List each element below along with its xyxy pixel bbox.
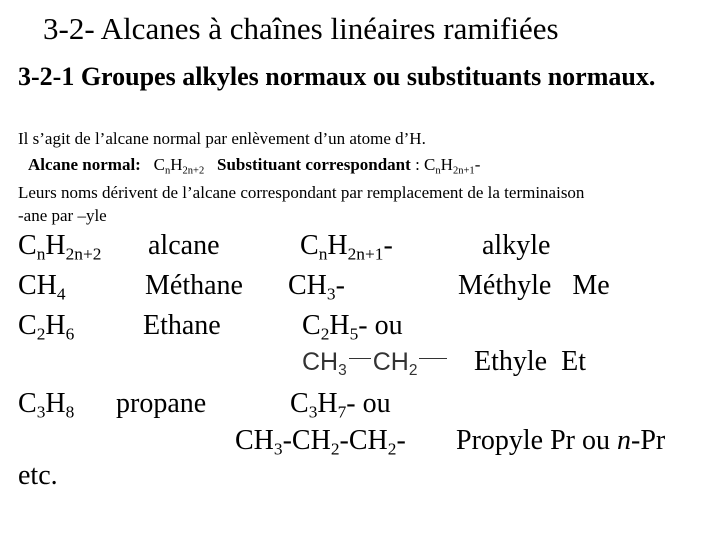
- alcane-normal-label: Alcane normal:: [28, 155, 141, 174]
- ethane-formula: $C_2H_6$: [18, 310, 75, 344]
- ethyl-formula: $C_2H_5-$ ou: [302, 310, 403, 344]
- ethyl-name: Ethyle Et: [474, 346, 586, 377]
- propane-name: propane: [116, 388, 207, 419]
- intro-line-2: Alcane normal: $C_nH_{2n+2}$ Substituant correspondant : $C_nH_{2n+1}-$: [28, 155, 481, 177]
- propyl-chain-formula: $CH_3-CH_2-CH_2-$: [235, 425, 406, 459]
- single-bond: [349, 358, 371, 359]
- propyl-name: Propyle Pr ou n-Pr: [456, 425, 666, 456]
- section-subtitle: 3-2-1 Groupes alkyles normaux ou substituants normaux.: [18, 62, 656, 91]
- ethane-name: Ethane: [143, 310, 221, 341]
- intro-line-3: Leurs noms dérivent de l’alcane correspondant par remplacement de la terminaison: [18, 183, 585, 202]
- header-alkyle: alkyle: [482, 230, 551, 261]
- substituant-label: Substituant correspondant: [216, 155, 411, 174]
- methyl-formula: $CH_3-$: [288, 270, 345, 304]
- propane-formula: $C_3H_8$: [18, 388, 75, 422]
- header-alcane: alcane: [148, 230, 220, 261]
- open-bond: [419, 358, 447, 359]
- etc-label: etc.: [18, 460, 58, 491]
- intro-line-4: -ane par –yle: [18, 206, 107, 225]
- methane-name: Méthane: [145, 270, 243, 301]
- ethyl-abbr: Et: [561, 346, 586, 377]
- methyl-name: Méthyle Me: [458, 270, 610, 301]
- intro-line-1: Il s’agit de l’alcane normal par enlèvement d’un atome d’H.: [18, 129, 426, 148]
- methyl-abbr: Me: [572, 270, 610, 301]
- slide-title: 3-2- Alcanes à chaînes linéaires ramifiées: [43, 11, 559, 46]
- methane-formula: $CH_4$: [18, 270, 66, 304]
- ethyl-structural-formula: $CH_3$ $CH_2$: [302, 348, 449, 377]
- alkane-formula: $C_nH_{2n+2}$: [153, 155, 205, 177]
- general-alkyl-formula: $C_nH_{2n+1}-$: [300, 230, 393, 264]
- propyl-formula: $C_3H_7-$ ou: [290, 388, 391, 422]
- general-alkane-formula: $C_nH_{2n+2}$: [18, 230, 102, 264]
- substituant-formula: $C_nH_{2n+1}-$: [424, 155, 481, 177]
